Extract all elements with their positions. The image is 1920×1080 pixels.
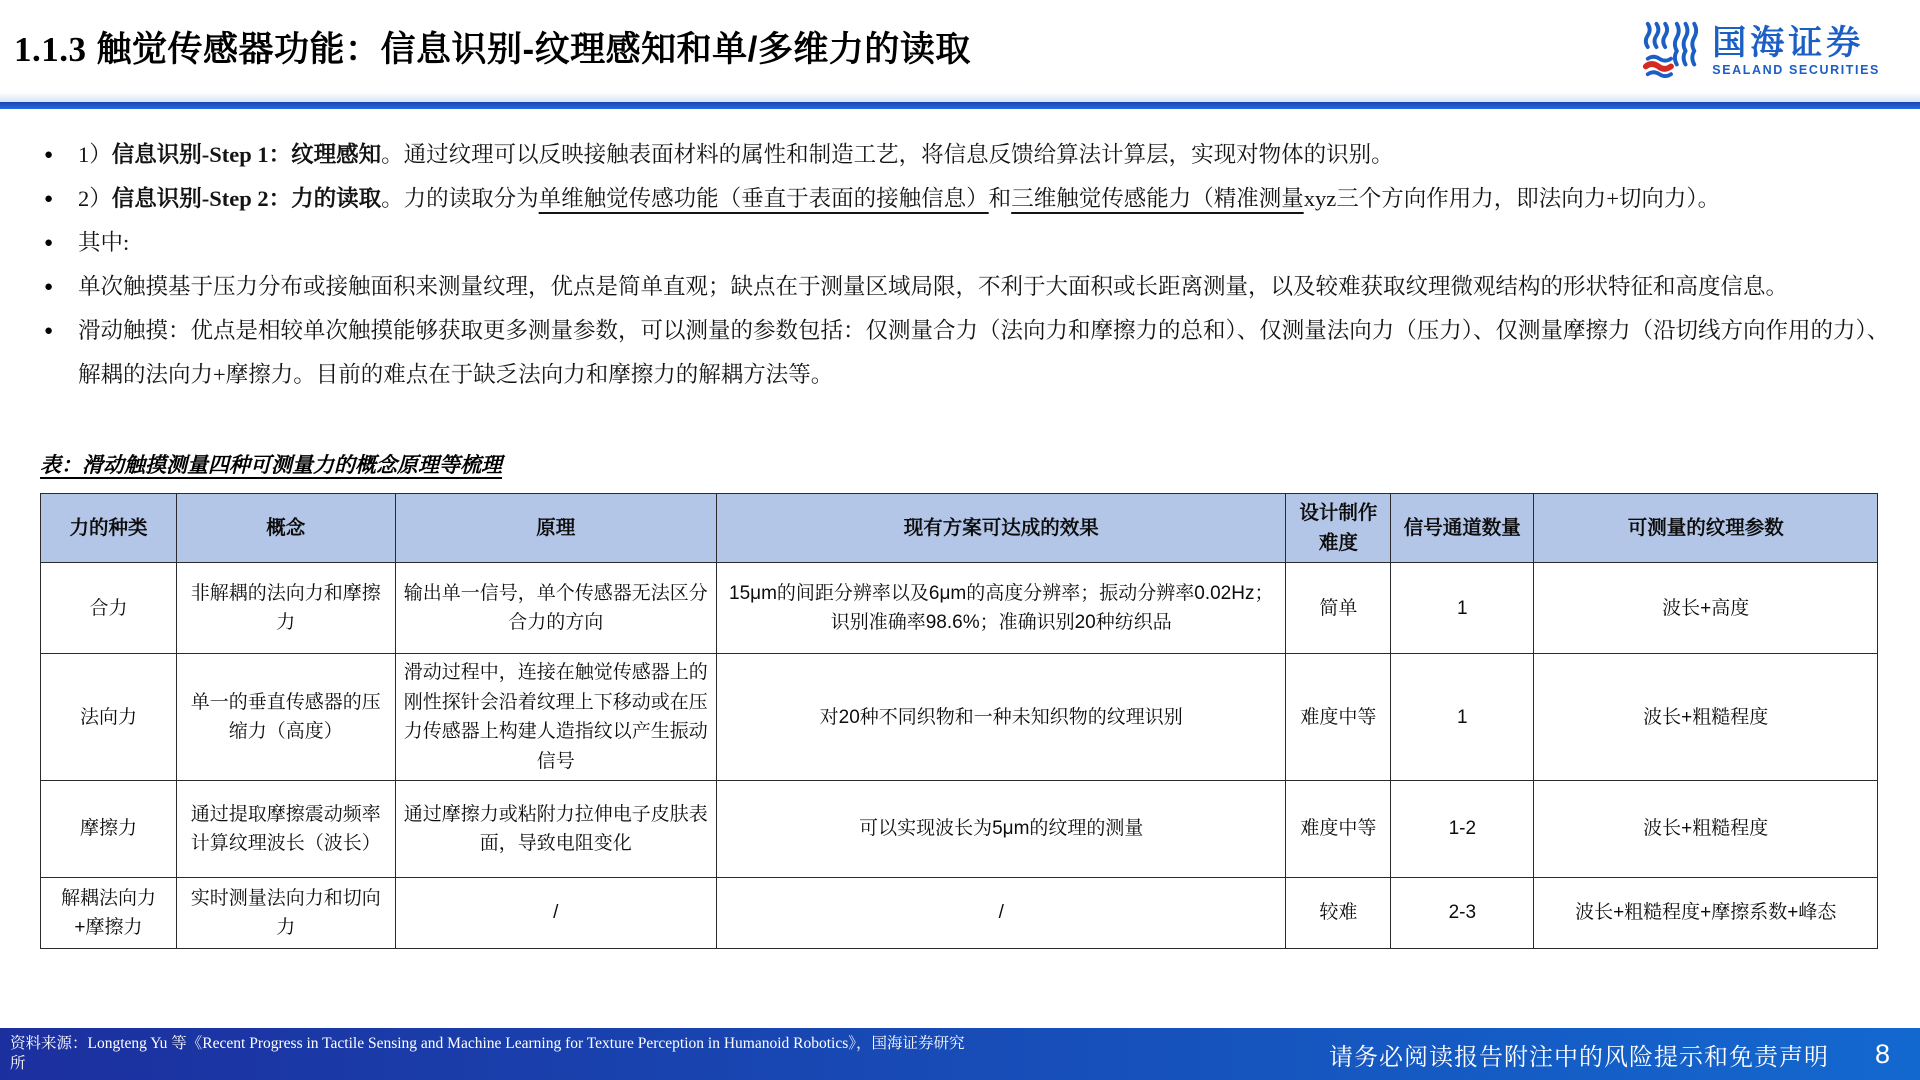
table-cell: / (395, 878, 716, 949)
table-head (41, 494, 1878, 563)
logo-cn-text: 国海证券 (1712, 24, 1865, 63)
bullet-text-segment: xyz三个方向作用力，即法向力+切向力）。 (1303, 186, 1721, 211)
table-cell: 可以实现波长为5μm的纹理的测量 (717, 781, 1286, 878)
sealand-logo-icon (1640, 18, 1702, 85)
footer-right (970, 1037, 1920, 1072)
table-cell: 1 (1391, 654, 1534, 781)
page-title (14, 22, 971, 72)
logo-en-text: SEALAND SECURITIES (1712, 63, 1880, 78)
table-cell: / (717, 878, 1286, 949)
bullet-item (40, 309, 1890, 397)
table-caption: 表：滑动触摸测量四种可测量力的概念原理等梳理 (40, 454, 502, 477)
table-row (41, 654, 1878, 781)
logo-wordmark (1712, 26, 1880, 77)
table-body (41, 563, 1878, 949)
title-section-number: 1.1.3 (14, 30, 87, 69)
table-row (41, 878, 1878, 949)
table-cell: 对20种不同织物和一种未知织物的纹理识别 (717, 654, 1286, 781)
table-cell: 实时测量法向力和切向力 (176, 878, 395, 949)
force-measurement-table (40, 493, 1878, 949)
table-row (41, 781, 1878, 878)
table-cell: 波长+粗糙程度 (1534, 781, 1878, 878)
table-cell: 通过提取摩擦震动频率计算纹理波长（波长） (176, 781, 395, 878)
bullet-text-segment: 单维触觉传感功能（垂直于表面的接触信息） (538, 186, 989, 211)
source-note: 资料来源：Longteng Yu 等《Recent Progress in Tactile Sensing and Machine Learning for Texture Perception in Humanoid Robotics》，国海证券研究所 (10, 1035, 965, 1072)
bullet-text-segment: 其中: (78, 230, 130, 255)
bullet-item (40, 133, 1890, 177)
bullet-text-segment: 单次触摸基于压力分布或接触面积来测量纹理，优点是简单直观；缺点在于测量区域局限，不利于大面积或长距离测量，以及较难获取纹理微观结构的形状特征和高度信息。 (78, 274, 1789, 299)
table-cell: 较难 (1286, 878, 1391, 949)
table-cell: 波长+粗糙程度 (1534, 654, 1878, 781)
bullet-text-segment: 1） (78, 142, 112, 167)
header (0, 0, 1920, 92)
table-cell: 1-2 (1391, 781, 1534, 878)
table-cell: 输出单一信号，单个传感器无法区分合力的方向 (395, 563, 716, 654)
table-cell: 非解耦的法向力和摩擦力 (176, 563, 395, 654)
table-header-cell: 概念 (176, 494, 395, 563)
table-cell: 1 (1391, 563, 1534, 654)
main-content (0, 109, 1920, 949)
title-text: 触觉传感器功能：信息识别-纹理感知和单/多维力的读取 (96, 30, 971, 69)
bullet-text-segment: 信息识别-Step 1：纹理感知 (111, 142, 382, 167)
bullet-text-segment: 。通过纹理可以反映接触表面材料的属性和制造工艺，将信息反馈给算法计算层，实现对物体的识别。 (381, 142, 1394, 167)
table-header-cell: 信号通道数量 (1391, 494, 1534, 563)
page-number: 8 (1874, 1038, 1890, 1069)
table-header-cell: 设计制作难度 (1286, 494, 1391, 563)
table-cell: 难度中等 (1286, 654, 1391, 781)
table-cell: 波长+粗糙程度+摩擦系数+峰态 (1534, 878, 1878, 949)
table-header-cell: 力的种类 (41, 494, 177, 563)
table-cell: 通过摩擦力或粘附力拉伸电子皮肤表面，导致电阻变化 (395, 781, 716, 878)
table-cell: 合力 (41, 563, 177, 654)
company-logo (1640, 18, 1880, 85)
bullet-text-segment: 和 (988, 186, 1012, 211)
bullet-item (40, 177, 1890, 221)
table-cell: 15μm的间距分辨率以及6μm的高度分辨率；振动分辨率0.02Hz；识别准确率98.6%；准确识别20种纺织品 (717, 563, 1286, 654)
bullet-text-segment: 滑动触摸：优点是相较单次触摸能够获取更多测量参数，可以测量的参数包括：仅测量合力（法向力和摩擦力的总和）、仅测量法向力（压力）、仅测量摩擦力（沿切线方向作用的力）、解耦的法向力+摩擦力。目前的难点在于缺乏法向力和摩擦力的解耦方法等。 (78, 318, 1890, 387)
table-cell: 难度中等 (1286, 781, 1391, 878)
table-cell: 2-3 (1391, 878, 1534, 949)
bullet-text-segment: 。力的读取分为 (381, 186, 539, 211)
footer-bar (0, 1028, 1920, 1080)
bullet-text-segment: 信息识别-Step 2：力的读取 (111, 186, 382, 211)
table-cell: 简单 (1286, 563, 1391, 654)
table-header-cell: 原理 (395, 494, 716, 563)
bullet-text-segment: 2） (78, 186, 112, 211)
table-header-cell: 现有方案可达成的效果 (717, 494, 1286, 563)
bullet-item (40, 265, 1890, 309)
bullet-list (40, 133, 1890, 397)
table-cell: 解耦法向力+摩擦力 (41, 878, 177, 949)
table-header-row (41, 494, 1878, 563)
risk-disclaimer: 请务必阅读报告附注中的风险提示和免责声明 (1328, 1043, 1829, 1071)
table-cell: 摩擦力 (41, 781, 177, 878)
table-header-cell: 可测量的纹理参数 (1534, 494, 1878, 563)
title-rule-glow (0, 92, 1920, 102)
table-cell: 波长+高度 (1534, 563, 1878, 654)
table-cell: 法向力 (41, 654, 177, 781)
table-cell: 滑动过程中，连接在触觉传感器上的刚性探针会沿着纹理上下移动或在压力传感器上构建人造指纹以产生振动信号 (395, 654, 716, 781)
table-cell: 单一的垂直传感器的压缩力（高度） (176, 654, 395, 781)
table-row (41, 563, 1878, 654)
title-divider-line (0, 102, 1920, 109)
bullet-item (40, 221, 1890, 265)
bullet-text-segment: 三维触觉传感能力（精准测量 (1011, 186, 1304, 211)
